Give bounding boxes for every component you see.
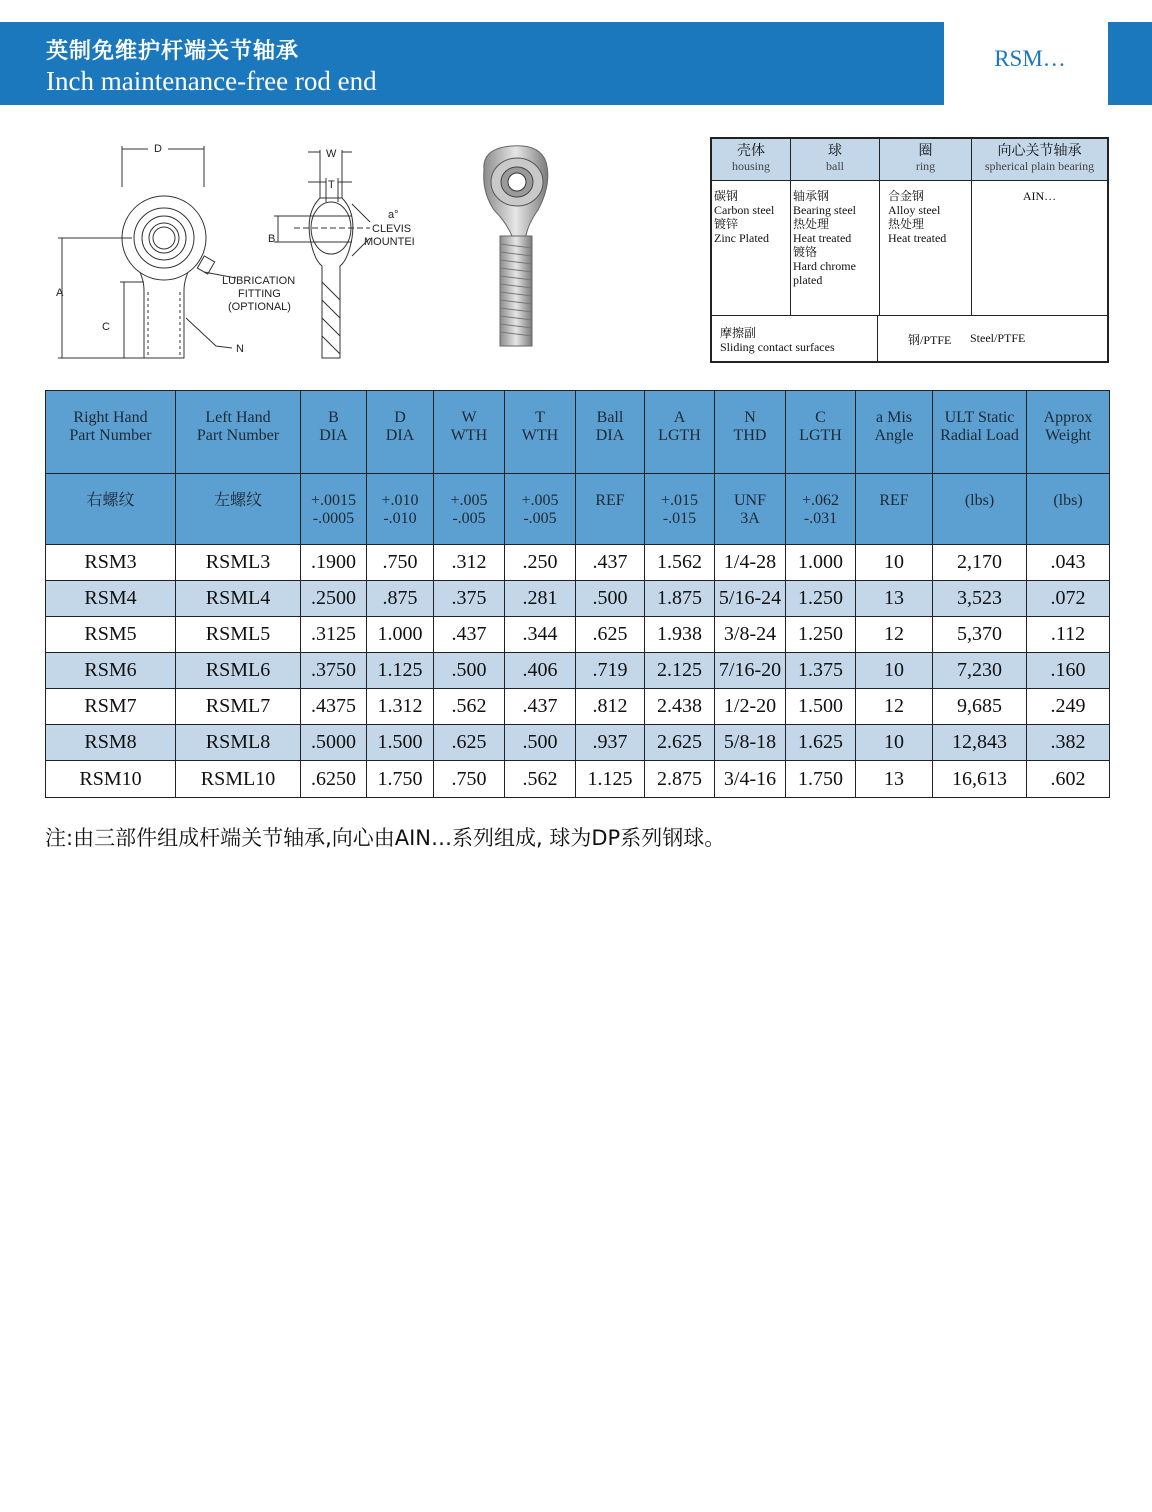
dim-d-label: D <box>154 143 162 155</box>
table-cell: .602 <box>1027 761 1110 798</box>
table-cell: 1.625 <box>786 725 856 761</box>
table-cell: .112 <box>1027 617 1110 653</box>
table-cell: 1.125 <box>367 653 434 689</box>
table-cell: RSML8 <box>176 725 301 761</box>
col-header: ULT Static Radial Load <box>933 391 1027 474</box>
col-header: Right Hand Part Number <box>46 391 176 474</box>
mat-header-bearing: 向心关节轴承 spherical plain bearing <box>972 139 1107 180</box>
footnote: 注:由三部件组成杆端关节轴承,向心由AIN…系列组成, 球为DP系列钢球。 <box>45 826 726 850</box>
table-cell: 1.250 <box>786 617 856 653</box>
dim-c-label: C <box>102 321 110 333</box>
table-cell: .500 <box>576 581 645 617</box>
table-cell: 3/8-24 <box>715 617 786 653</box>
table-cell: 13 <box>856 761 933 798</box>
table-cell: 1.125 <box>576 761 645 798</box>
table-cell: 10 <box>856 653 933 689</box>
table-cell: 3,523 <box>933 581 1027 617</box>
col-tolerance: (lbs) <box>933 474 1027 545</box>
mat-header-ring: 圈 ring <box>880 139 972 180</box>
table-cell: 16,613 <box>933 761 1027 798</box>
table-cell: .719 <box>576 653 645 689</box>
table-cell: .625 <box>576 617 645 653</box>
sliding-value-cn: 钢/PTFE <box>908 333 952 347</box>
sliding-value-en: Steel/PTFE <box>970 331 1026 345</box>
table-cell: .500 <box>505 725 576 761</box>
table-cell: .281 <box>505 581 576 617</box>
col-tolerance: +.062 -.031 <box>786 474 856 545</box>
mat-sliding-row <box>712 315 1107 362</box>
table-cell: RSML5 <box>176 617 301 653</box>
table-cell: .344 <box>505 617 576 653</box>
table-body <box>46 545 1110 798</box>
table-cell: 7/16-20 <box>715 653 786 689</box>
table-cell: .750 <box>367 545 434 581</box>
table-cell: .437 <box>576 545 645 581</box>
sliding-divider <box>877 316 878 362</box>
lub-label-2: FITTING <box>238 288 281 300</box>
table-row <box>46 617 1110 653</box>
table-cell: .160 <box>1027 653 1110 689</box>
table-cell: RSM8 <box>46 725 176 761</box>
mat-header-housing: 壳体 housing <box>712 139 791 180</box>
table-cell: RSML7 <box>176 689 301 725</box>
table-cell: .812 <box>576 689 645 725</box>
table-cell: 1.938 <box>645 617 715 653</box>
table-cell: 10 <box>856 725 933 761</box>
col-tolerance: 左螺纹 <box>176 474 301 545</box>
table-cell: 2.438 <box>645 689 715 725</box>
table-cell: RSM5 <box>46 617 176 653</box>
table-cell: 2.625 <box>645 725 715 761</box>
col-header: Approx Weight <box>1027 391 1110 474</box>
table-cell: RSML10 <box>176 761 301 798</box>
table-cell: 1.000 <box>786 545 856 581</box>
table-cell: RSM6 <box>46 653 176 689</box>
mat-ball-cell: 轴承钢 Bearing steel 热处理 Heat treated 镀铬 Hard chrome plated <box>791 180 880 315</box>
dim-b-label: B <box>268 233 276 245</box>
rod-end-photo <box>462 140 582 360</box>
title-cn: 英制免维护杆端关节轴承 <box>46 39 300 64</box>
table-cell: 1.500 <box>367 725 434 761</box>
table-row <box>46 581 1110 617</box>
col-tolerance: +.010 -.010 <box>367 474 434 545</box>
header-accent <box>1108 22 1152 105</box>
table-cell: RSM10 <box>46 761 176 798</box>
table-cell: 1/4-28 <box>715 545 786 581</box>
dimension-table <box>45 390 1110 798</box>
table-cell: .5000 <box>301 725 367 761</box>
mat-ring-cell: 合金钢 Alloy steel 热处理 Heat treated <box>880 180 972 315</box>
table-row <box>46 725 1110 761</box>
table-cell: 13 <box>856 581 933 617</box>
table-cell: 1.750 <box>786 761 856 798</box>
table-cell: RSM3 <box>46 545 176 581</box>
table-cell: RSM4 <box>46 581 176 617</box>
table-row <box>46 761 1110 798</box>
col-tolerance: +.005 -.005 <box>505 474 576 545</box>
table-cell: RSM7 <box>46 689 176 725</box>
col-header: B DIA <box>301 391 367 474</box>
mounted-label: MOUNTEI <box>364 236 415 248</box>
table-cell: 1.000 <box>367 617 434 653</box>
col-tolerance: +.005 -.005 <box>434 474 505 545</box>
col-tolerance: 右螺纹 <box>46 474 176 545</box>
col-header: W WTH <box>434 391 505 474</box>
materials-table <box>710 137 1109 363</box>
table-cell: 1.250 <box>786 581 856 617</box>
table-cell: .4375 <box>301 689 367 725</box>
col-header: Ball DIA <box>576 391 645 474</box>
table-cell: RSML6 <box>176 653 301 689</box>
dim-n-label: N <box>236 343 244 355</box>
table-cell: .500 <box>434 653 505 689</box>
table-row <box>46 545 1110 581</box>
table-cell: .249 <box>1027 689 1110 725</box>
table-cell: 1.562 <box>645 545 715 581</box>
dim-t-label: T <box>328 179 335 191</box>
col-header: N THD <box>715 391 786 474</box>
table-cell: .043 <box>1027 545 1110 581</box>
col-header: Left Hand Part Number <box>176 391 301 474</box>
table-cell: 1/2-20 <box>715 689 786 725</box>
table-cell: 5/8-18 <box>715 725 786 761</box>
technical-drawing <box>40 132 415 370</box>
dim-a-label: A <box>56 287 64 299</box>
table-cell: .3750 <box>301 653 367 689</box>
clevis-label: CLEVIS <box>372 223 412 235</box>
tolerance-row <box>46 474 1110 545</box>
table-cell: .562 <box>434 689 505 725</box>
table-row <box>46 689 1110 725</box>
table-cell: .1900 <box>301 545 367 581</box>
table-cell: .437 <box>505 689 576 725</box>
table-cell: .6250 <box>301 761 367 798</box>
series-code: RSM… <box>994 46 1066 71</box>
table-cell: .2500 <box>301 581 367 617</box>
col-tolerance: (lbs) <box>1027 474 1110 545</box>
title-en: Inch maintenance-free rod end <box>46 66 377 96</box>
table-cell: 2.875 <box>645 761 715 798</box>
col-tolerance: +.0015 -.0005 <box>301 474 367 545</box>
table-cell: 12 <box>856 689 933 725</box>
table-cell: 10 <box>856 545 933 581</box>
table-cell: .937 <box>576 725 645 761</box>
table-cell: .750 <box>434 761 505 798</box>
dim-w-label: W <box>326 148 337 160</box>
col-header: C LGTH <box>786 391 856 474</box>
table-cell: 3/4-16 <box>715 761 786 798</box>
table-cell: .312 <box>434 545 505 581</box>
table-cell: .250 <box>505 545 576 581</box>
table-cell: .382 <box>1027 725 1110 761</box>
table-cell: 5,370 <box>933 617 1027 653</box>
col-header: A LGTH <box>645 391 715 474</box>
col-tolerance: REF <box>856 474 933 545</box>
table-cell: 2,170 <box>933 545 1027 581</box>
table-row <box>46 653 1110 689</box>
col-tolerance: REF <box>576 474 645 545</box>
header-bar <box>0 22 944 105</box>
table-cell: 12,843 <box>933 725 1027 761</box>
table-cell: 12 <box>856 617 933 653</box>
table-cell: 1.750 <box>367 761 434 798</box>
table-cell: .375 <box>434 581 505 617</box>
table-cell: .562 <box>505 761 576 798</box>
table-cell: 2.125 <box>645 653 715 689</box>
lub-label-3: (OPTIONAL) <box>228 301 291 313</box>
sliding-label: 摩擦副 Sliding contact surfaces <box>720 326 835 354</box>
table-cell: 1.500 <box>786 689 856 725</box>
table-cell: 1.875 <box>645 581 715 617</box>
table-cell: .875 <box>367 581 434 617</box>
angle-label: a° <box>388 209 399 221</box>
col-header: a Mis Angle <box>856 391 933 474</box>
table-cell: .625 <box>434 725 505 761</box>
col-header: T WTH <box>505 391 576 474</box>
col-tolerance: UNF 3A <box>715 474 786 545</box>
table-cell: 5/16-24 <box>715 581 786 617</box>
table-cell: 1.375 <box>786 653 856 689</box>
table-cell: 1.312 <box>367 689 434 725</box>
table-cell: RSML4 <box>176 581 301 617</box>
mat-housing-cell: 碳钢 Carbon steel 镀锌 Zinc Plated <box>712 180 791 315</box>
table-cell: 9,685 <box>933 689 1027 725</box>
col-tolerance: +.015 -.015 <box>645 474 715 545</box>
table-cell: .437 <box>434 617 505 653</box>
col-header: D DIA <box>367 391 434 474</box>
table-cell: RSML3 <box>176 545 301 581</box>
table-cell: .072 <box>1027 581 1110 617</box>
mat-bearing-cell: AIN… <box>972 180 1107 315</box>
table-cell: 7,230 <box>933 653 1027 689</box>
header-row <box>46 391 1110 474</box>
mat-header-ball: 球 ball <box>791 139 880 180</box>
table-cell: .406 <box>505 653 576 689</box>
table-cell: .3125 <box>301 617 367 653</box>
lub-label-1: LUBRICATION <box>222 275 296 287</box>
